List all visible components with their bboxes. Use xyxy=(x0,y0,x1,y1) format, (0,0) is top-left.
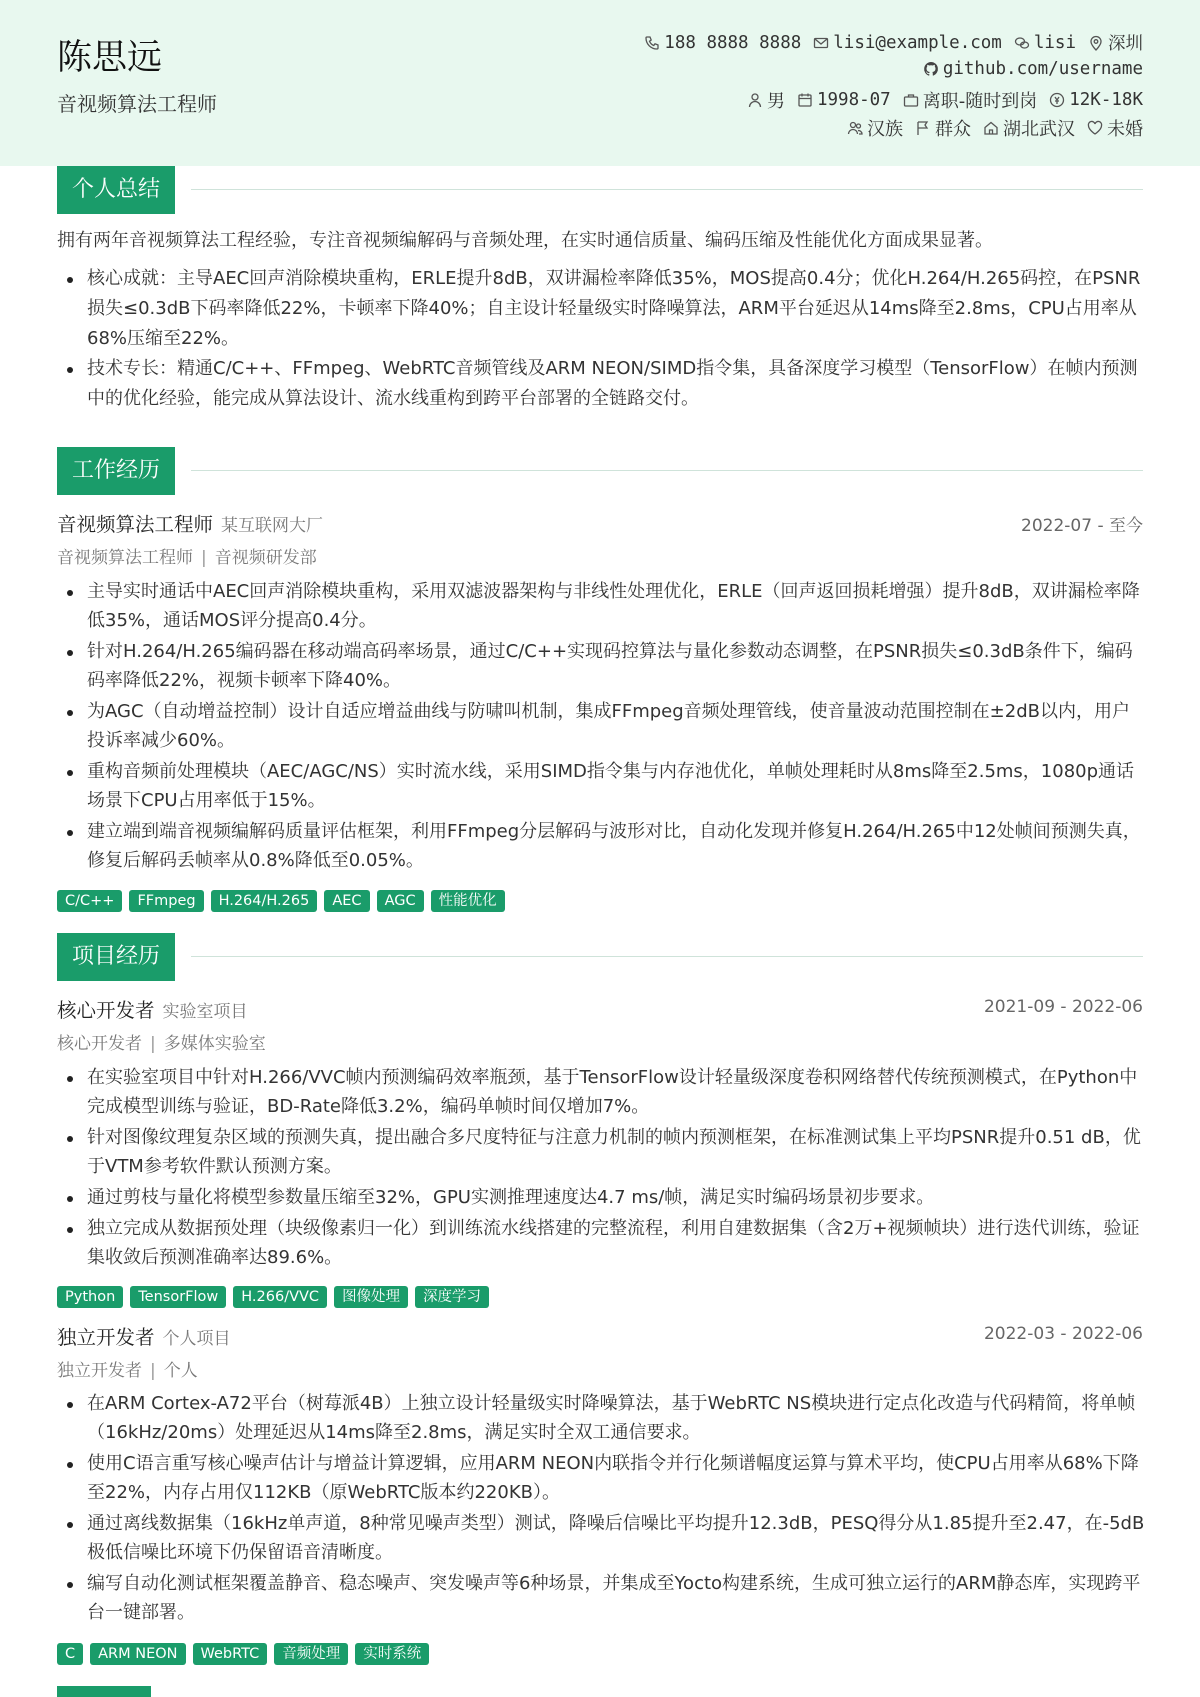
entry-subtitle xyxy=(57,1029,266,1054)
entry-subtitle xyxy=(57,543,317,568)
section-divider xyxy=(191,189,1143,190)
entry-title xyxy=(57,1322,231,1350)
section-divider xyxy=(191,956,1143,957)
gender-text: 男 xyxy=(766,91,785,112)
github-icon xyxy=(923,61,939,77)
skill-tag: WebRTC xyxy=(193,1643,268,1665)
phone-icon xyxy=(644,35,660,51)
entry-position: 音视频算法工程师 xyxy=(57,513,214,536)
info-birth xyxy=(797,90,891,110)
skill-tag: AGC xyxy=(377,890,424,912)
entry-sub-dept: 音视频研发部 xyxy=(214,548,317,568)
section-title: 工作经历 xyxy=(57,447,175,495)
contact-phone[interactable] xyxy=(644,33,801,53)
candidate-role: 音视频算法工程师 xyxy=(57,92,217,116)
section-divider xyxy=(191,470,1143,471)
contact-email[interactable] xyxy=(813,33,1002,53)
resume-header xyxy=(0,0,1200,166)
list-item: 通过剪枝与量化将模型参数量压缩至32%，GPU实测推理速度达4.7 ms/帧，满足实时编码场景初步要求。 xyxy=(57,1183,1147,1212)
contact-row-1 xyxy=(644,30,1143,55)
project-tags xyxy=(57,1286,489,1308)
skill-tag: H.266/VVC xyxy=(233,1286,327,1308)
mail-icon xyxy=(813,35,829,51)
list-item: 建立端到端音视频编解码质量评估框架，利用FFmpeg分层解码与波形对比，自动化发现并修复H.264/H.265中12处帧间预测失真，修复后解码丢帧率从0.8%降低至0.05%。 xyxy=(57,817,1147,875)
section-title: 个人总结 xyxy=(57,166,175,214)
section-summary xyxy=(57,166,1143,214)
list-item: 通过离线数据集（16kHz单声道，8种常见噪声类型）测试，降噪后信噪比平均提升12.3dB，PESQ得分从1.85提升至2.47，在-5dB极低信噪比环境下仍保留语音清晰度。 xyxy=(57,1509,1147,1567)
skill-tag: ARM NEON xyxy=(90,1643,185,1665)
list-item: 核心成就：主导AEC回声消除模块重构，ERLE提升8dB，双讲漏检率降低35%，MOS提高0.4分；优化H.264/H.265码控，在PSNR损失≤0.3dB下码率降低22%，卡顿率下降40%；自主设计轻量级实时降噪算法，ARM平台延迟从14ms降至2.8ms，CPU占用率从68%压缩至22%。 xyxy=(57,264,1147,354)
location-pin-icon xyxy=(1088,35,1104,51)
skill-tag: 深度学习 xyxy=(415,1286,489,1308)
entry-sub-dept: 多媒体实验室 xyxy=(163,1034,266,1054)
entry-company: 某互联网大厂 xyxy=(221,516,324,536)
entry-sub-role: 音视频算法工程师 xyxy=(57,548,193,568)
info-gender xyxy=(747,87,785,113)
wechat-icon xyxy=(1014,35,1030,51)
wechat-text: lisi xyxy=(1033,32,1076,53)
info-hometown xyxy=(983,115,1075,141)
contact-wechat[interactable] xyxy=(1014,33,1076,53)
contact-github[interactable] xyxy=(923,59,1143,79)
entry-date: 2022-03 - 2022-06 xyxy=(983,1324,1143,1344)
github-text: github.com/username xyxy=(942,59,1143,79)
contact-row-2 xyxy=(923,59,1143,79)
briefcase-icon xyxy=(903,92,919,108)
separator: | xyxy=(150,1361,156,1381)
marital-text: 未婚 xyxy=(1107,119,1143,140)
summary-list xyxy=(57,264,1147,414)
info-marital xyxy=(1087,115,1143,141)
info-status xyxy=(903,87,1038,113)
skill-tag: C xyxy=(57,1643,83,1665)
contact-row-4 xyxy=(847,115,1143,141)
entry-title xyxy=(57,995,248,1023)
salary-text: 12K-18K xyxy=(1069,90,1143,110)
contact-location xyxy=(1088,30,1143,55)
entry-position: 独立开发者 xyxy=(57,1326,155,1349)
list-item: 在ARM Cortex-A72平台（树莓派4B）上独立设计轻量级实时降噪算法，基于WebRTC NS模块进行定点化改造与代码精简，将单帧（16kHz/20ms）处理延迟从14ms降至2.8ms，满足实时全双工通信要求。 xyxy=(57,1389,1147,1447)
project-entry-header xyxy=(57,1322,1143,1350)
home-icon xyxy=(983,120,999,136)
entry-org: 个人项目 xyxy=(162,1329,231,1349)
list-item: 技术专长：精通C/C++、FFmpeg、WebRTC音频管线及ARM NEON/SIMD指令集，具备深度学习模型（TensorFlow）在帧内预测中的优化经验，能完成从算法设计、流水线重构到跨平台部署的全链路交付。 xyxy=(57,354,1147,414)
contact-row-3 xyxy=(747,87,1143,113)
email-text: lisi@example.com xyxy=(833,32,1002,53)
skill-tag: FFmpeg xyxy=(129,890,203,912)
list-item: 独立完成从数据预处理（块级像素归一化）到训练流水线搭建的完整流程，利用自建数据集（含2万+视频帧块）进行迭代训练，验证集收敛后预测准确率达89.6%。 xyxy=(57,1214,1147,1272)
skill-tag: 实时系统 xyxy=(355,1643,429,1665)
entry-date: 2021-09 - 2022-06 xyxy=(983,997,1143,1017)
entry-sub-role: 独立开发者 xyxy=(57,1361,142,1381)
info-salary xyxy=(1049,90,1143,110)
section-work xyxy=(57,447,1143,495)
summary-intro: 拥有两年音视频算法工程经验，专注音视频编解码与音频处理，在实时通信质量、编码压缩及性能优化方面成果显著。 xyxy=(57,230,993,251)
status-text: 离职-随时到岗 xyxy=(922,91,1038,112)
political-text: 群众 xyxy=(935,119,971,140)
coin-icon xyxy=(1049,92,1065,108)
entry-date: 2022-07 - 至今 xyxy=(1021,516,1143,536)
list-item: 针对H.264/H.265编码器在移动端高码率场景，通过C/C++实现码控算法与量化参数动态调整，在PSNR损失≤0.3dB条件下，编码码率降低22%，视频卡顿率下降40%。 xyxy=(57,637,1147,695)
flag-icon xyxy=(915,120,931,136)
project-bullets xyxy=(57,1389,1147,1629)
project-bullets xyxy=(57,1063,1147,1274)
separator: | xyxy=(201,548,207,568)
skill-tag: AEC xyxy=(324,890,369,912)
entry-org: 实验室项目 xyxy=(162,1002,248,1022)
heart-icon xyxy=(1087,120,1103,136)
entry-title xyxy=(57,509,323,537)
candidate-name: 陈思远 xyxy=(57,38,163,78)
section-projects xyxy=(57,933,1143,981)
entry-sub-dept: 个人 xyxy=(163,1361,198,1381)
skill-tag: C/C++ xyxy=(57,890,122,912)
skill-tag: 图像处理 xyxy=(334,1286,408,1308)
skill-tag: TensorFlow xyxy=(130,1286,226,1308)
list-item: 在实验室项目中针对H.266/VVC帧内预测编码效率瓶颈，基于TensorFlow设计轻量级深度卷积网络替代传统预测模式，在Python中完成模型训练与验证，BD-Rate降低3.2%，编码单帧时间仅增加7%。 xyxy=(57,1063,1147,1121)
list-item: 主导实时通话中AEC回声消除模块重构，采用双滤波器架构与非线性处理优化，ERLE（回声返回损耗增强）提升8dB，双讲漏检率降低35%，通话MOS评分提高0.4分。 xyxy=(57,577,1147,635)
ethnicity-text: 汉族 xyxy=(867,119,903,140)
list-item: 为AGC（自动增益控制）设计自适应增益曲线与防啸叫机制，集成FFmpeg音频处理管线，使音量波动范围控制在±2dB以内，用户投诉率减少60%。 xyxy=(57,697,1147,755)
section-title: 项目经历 xyxy=(57,933,175,981)
skill-tag: Python xyxy=(57,1286,123,1308)
location-text: 深圳 xyxy=(1108,34,1143,54)
skill-tag: 音频处理 xyxy=(274,1643,348,1665)
hometown-text: 湖北武汉 xyxy=(1003,119,1075,140)
skill-tag: H.264/H.265 xyxy=(211,890,318,912)
user-icon xyxy=(747,92,763,108)
list-item: 使用C语言重写核心噪声估计与增益计算逻辑，应用ARM NEON内联指令并行化频谱幅度运算与算术平均，使CPU占用率从68%下降至22%，内存占用仅112KB（原WebRTC版本约220KB）。 xyxy=(57,1449,1147,1507)
info-political xyxy=(915,115,971,141)
users-icon xyxy=(847,120,863,136)
entry-sub-role: 核心开发者 xyxy=(57,1034,142,1054)
list-item: 重构音频前处理模块（AEC/AGC/NS）实时流水线，采用SIMD指令集与内存池优化，单帧处理耗时从8ms降至2.5ms，1080p通话场景下CPU占用率低于15%。 xyxy=(57,757,1147,815)
list-item: 针对图像纹理复杂区域的预测失真，提出融合多尺度特征与注意力机制的帧内预测框架，在标准测试集上平均PSNR提升0.51 dB，优于VTM参考软件默认预测方案。 xyxy=(57,1123,1147,1181)
work-entry-header xyxy=(57,509,1143,537)
phone-text: 188 8888 8888 xyxy=(664,32,802,53)
next-section-title-cutoff xyxy=(57,1686,151,1697)
project-entry-header xyxy=(57,995,1143,1023)
project-tags xyxy=(57,1643,429,1665)
separator: | xyxy=(150,1034,156,1054)
info-ethnicity xyxy=(847,115,903,141)
work-tags xyxy=(57,890,505,912)
entry-subtitle xyxy=(57,1356,198,1381)
list-item: 编写自动化测试框架覆盖静音、稳态噪声、突发噪声等6种场景，并集成至Yocto构建系统，生成可独立运行的ARM静态库，实现跨平台一键部署。 xyxy=(57,1569,1147,1627)
work-bullets xyxy=(57,577,1147,877)
birth-text: 1998-07 xyxy=(816,90,891,110)
skill-tag: 性能优化 xyxy=(431,890,505,912)
entry-position: 核心开发者 xyxy=(57,999,155,1022)
calendar-icon xyxy=(797,92,813,108)
